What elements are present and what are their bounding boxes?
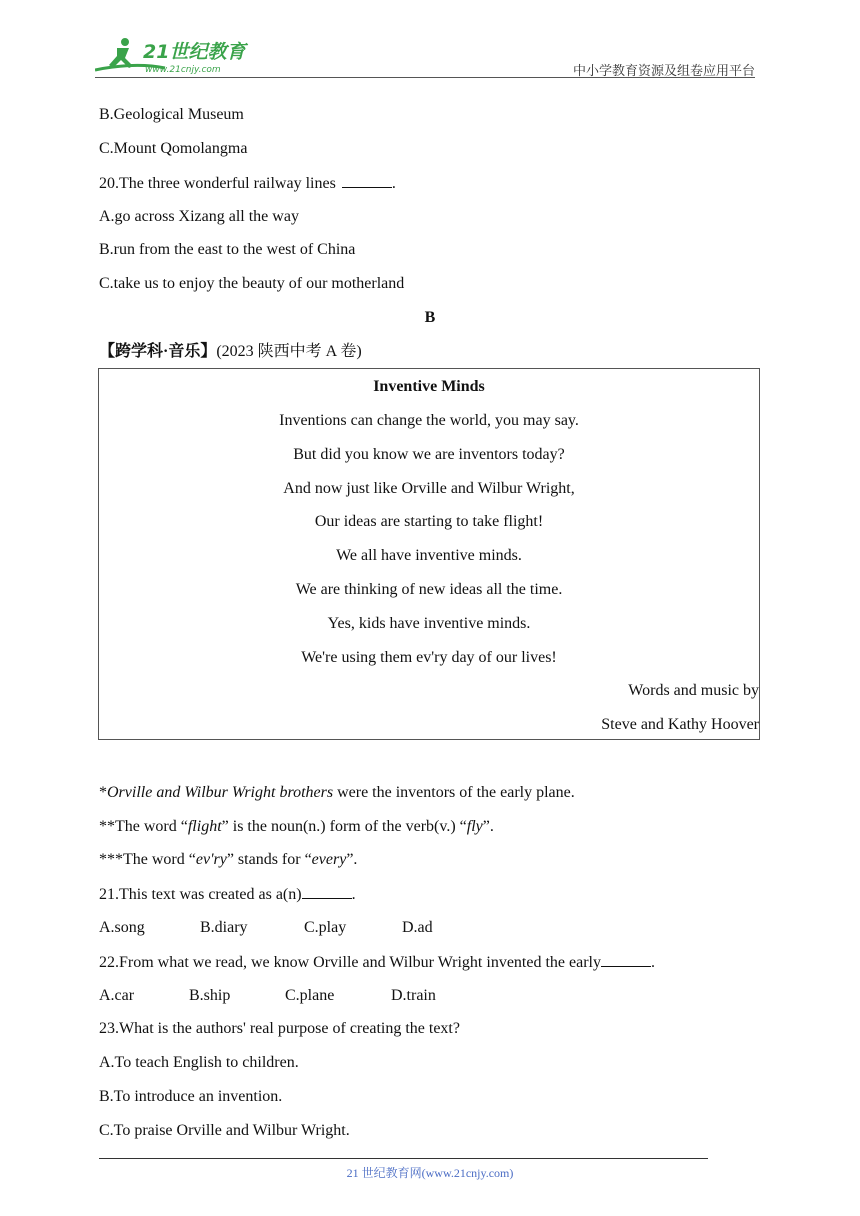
note-3-e: ”. <box>346 851 358 868</box>
q22-stem <box>99 952 655 973</box>
q21-stem-tail: . <box>351 886 356 903</box>
q22-option-c: C.plane <box>285 987 335 1004</box>
poem-line: Inventions can change the world, you may say. <box>279 412 579 429</box>
poem-line: But did you know we are inventors today? <box>293 446 565 463</box>
note-3-a: ***The word “ <box>99 851 196 868</box>
logo-text: 21世纪教育 <box>143 41 246 63</box>
answer-blank <box>342 173 392 188</box>
q22-stem-tail: . <box>651 954 655 971</box>
q21-option-d: D.ad <box>402 919 433 936</box>
poem-line: We all have inventive minds. <box>336 547 522 564</box>
q23-option-a: A.To teach English to children. <box>99 1054 299 1071</box>
poem-title: Inventive Minds <box>373 378 485 395</box>
q20-stem-text: 20.The three wonderful railway lines <box>99 175 336 192</box>
note-3-d: every <box>311 851 347 868</box>
note-2-a: **The word “ <box>99 818 188 835</box>
poem-line: We're using them ev'ry day of our lives! <box>301 649 557 666</box>
section-letter: B <box>424 309 436 326</box>
site-logo <box>95 36 255 76</box>
q19-option-c: C.Mount Qomolangma <box>99 140 248 157</box>
q21-stem <box>99 884 356 905</box>
answer-blank <box>302 884 352 899</box>
q23-option-b: B.To introduce an invention. <box>99 1088 283 1105</box>
poem-box <box>98 368 760 740</box>
note-2-c: ” is the noun(n.) form of the verb(v.) “ <box>221 818 467 835</box>
q21-option-b: B.diary <box>200 919 248 936</box>
answer-blank <box>601 952 651 967</box>
poem-line: And now just like Orville and Wilbur Wright, <box>283 480 575 497</box>
q21-option-c: C.play <box>304 919 347 936</box>
poem-credit-1: Words and music by <box>628 682 759 699</box>
section-source <box>99 342 362 362</box>
note-2-e: ”. <box>482 818 494 835</box>
q20-option-a: A.go across Xizang all the way <box>99 208 299 225</box>
q21-option-a: A.song <box>99 919 145 936</box>
note-1-prefix: * <box>99 784 107 801</box>
q21-stem-text: 21.This text was created as a(n) <box>99 886 302 903</box>
page-header <box>95 36 755 78</box>
q22-stem-text: 22.From what we read, we know Orville and Wilbur Wright invented the early <box>99 954 601 971</box>
site-name: 中小学教育资源及组卷应用平台 <box>572 63 755 78</box>
q23-stem: 23.What is the authors' real purpose of creating the text? <box>99 1020 460 1037</box>
logo-url: www.21cnjy.com <box>145 65 221 75</box>
note-1 <box>99 783 575 803</box>
poem-credit-2: Steve and Kathy Hoover <box>601 716 759 733</box>
q20-stem-tail: . <box>391 175 396 192</box>
poem-line: Our ideas are starting to take flight! <box>314 513 544 530</box>
section-tag: 【跨学科·音乐】 <box>99 343 217 360</box>
section-exam: (2023 陕西中考 A 卷) <box>216 343 362 360</box>
note-2-b: flight <box>187 818 222 835</box>
poem-line: We are thinking of new ideas all the time. <box>295 581 563 598</box>
q22-option-b: B.ship <box>189 987 231 1004</box>
note-3 <box>99 850 357 870</box>
note-2-d: fly <box>466 818 483 835</box>
header-divider <box>95 77 755 78</box>
q19-option-b: B.Geological Museum <box>99 106 244 123</box>
note-3-c: ” stands for “ <box>226 851 312 868</box>
q22-option-d: D.train <box>391 987 436 1004</box>
q23-option-c: C.To praise Orville and Wilbur Wright. <box>99 1122 350 1139</box>
q20-option-c: C.take us to enjoy the beauty of our motherland <box>99 275 405 292</box>
q22-option-a: A.car <box>99 987 135 1004</box>
footer-divider <box>99 1158 708 1159</box>
q20-option-b: B.run from the east to the west of China <box>99 241 356 258</box>
q20-stem <box>99 173 396 194</box>
note-1-rest: were the inventors of the early plane. <box>333 784 575 801</box>
note-2 <box>99 817 494 837</box>
poem-line: Yes, kids have inventive minds. <box>327 615 531 632</box>
footer-text[interactable]: 21 世纪教育网(www.21cnjy.com) <box>346 1166 514 1180</box>
note-3-b: ev'ry <box>195 851 227 868</box>
note-1-italic: Orville and Wilbur Wright brothers <box>107 784 334 801</box>
